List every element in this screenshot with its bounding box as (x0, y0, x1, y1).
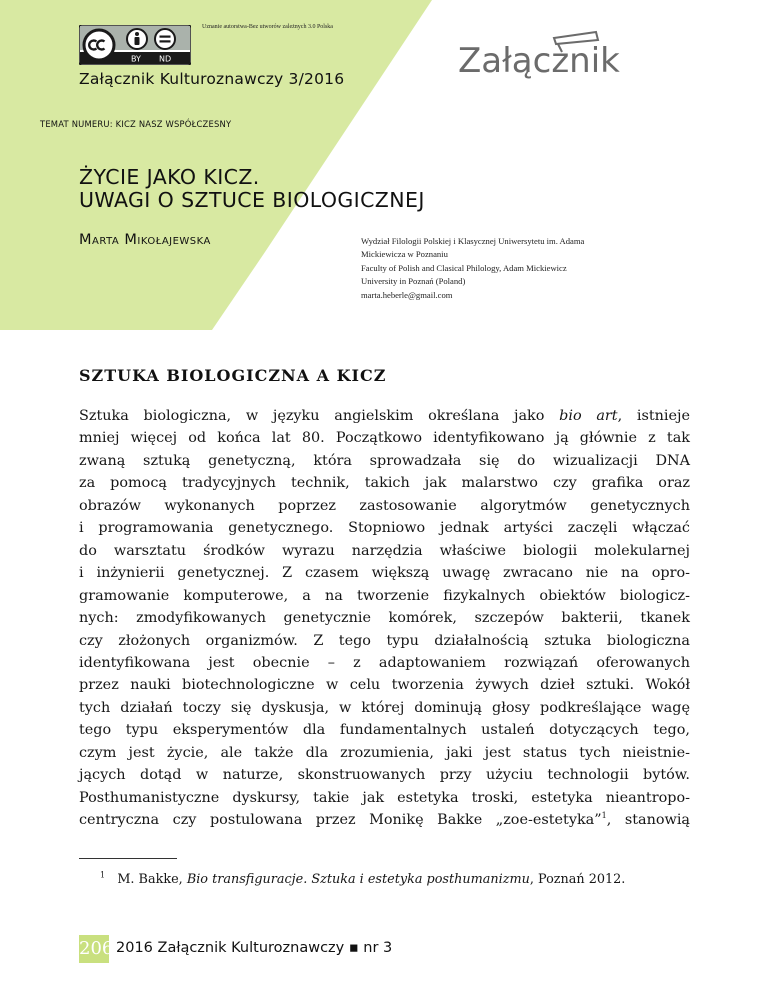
cc-icon (84, 30, 114, 60)
cc-license-badge[interactable] (79, 25, 191, 65)
journal-logo[interactable] (458, 30, 658, 82)
body-line: czy złożonych organizmów. Z tego typu działalnością sztuka biologiczna (79, 632, 690, 649)
body-paragraph (79, 405, 690, 832)
author-affiliation (361, 235, 691, 302)
body-line (79, 809, 690, 831)
body-line: przez nauki biotechnologiczne w celu tworzenia żywych dzieł sztuki. Wokół (79, 677, 690, 694)
body-line: zwaną sztuką genetyczną, która sprowadzała się do wizualizacji DNA (79, 452, 690, 469)
body-text-run: , stanowią (606, 812, 690, 829)
body-line: czym jest życie, ale także dla zrozumienia, jaki jest status tych nieistnie- (79, 744, 690, 761)
page-number: 206 (79, 935, 109, 963)
license-note: Uznanie autorstwa-Bez utworów zależnych 3.0 Polska (202, 24, 333, 30)
body-line: i programowania genetycznego. Stopniowo jednak artyści zaczęli włączać (79, 520, 690, 537)
body-line (79, 405, 690, 427)
body-line: identyfikowana jest obecnie – z adaptowaniem rozwiązań oferowanych (79, 654, 690, 671)
journal-issue: Załącznik Kulturoznawczy 3/2016 (79, 70, 345, 88)
affiliation-line: University in Poznań (Poland) (361, 276, 466, 287)
body-line: mniej więcej od końca lat 80. Początkowo identyfikowano ją głównie z tak (79, 430, 690, 447)
journal-logo-text: Załącznik (458, 41, 620, 81)
body-line: i inżynierii genetycznej. Z czasem większą uwagę zwracano nie na opro- (79, 565, 690, 582)
footnote-text: M. Bakke, (117, 872, 187, 887)
article-title-line: UWAGI O SZTUCE BIOLOGICZNEJ (79, 188, 425, 212)
section-heading: SZTUKA BIOLOGICZNA A KICZ (79, 366, 387, 385)
issue-theme: TEMAT NUMERU: KICZ NASZ WSPÓŁCZESNY (40, 119, 232, 129)
article-title-line: ŻYCIE JAKO KICZ. (79, 165, 260, 189)
nd-icon (155, 29, 175, 49)
affiliation-line: Wydział Filologii Polskiej i Klasycznej Uniwersytetu im. Adama (361, 236, 585, 246)
body-line: nych: zmodyfikowanych genetycznie komórek, szczepów bakterii, tkanek (79, 610, 690, 627)
body-line: gramowanie komputerowe, a na tworzenie fizykalnych obiektów biologicz- (79, 587, 690, 604)
affiliation-line: Mickiewicza w Poznaniu (361, 249, 448, 260)
footnote-number: 1 (100, 870, 106, 880)
author-email[interactable]: marta.heberle@gmail.com (361, 289, 453, 300)
nd-label: ND (159, 54, 172, 64)
body-text-run: Sztuka biologiczna, w języku angielskim określana jako (79, 408, 560, 424)
by-label: BY (131, 54, 141, 64)
body-text-run: , istnieje (617, 408, 690, 424)
body-text-run: centryczna czy postulowana przez Monikę Bakke „zoe-estetyka” (79, 812, 602, 829)
footnote-reference[interactable]: 1 (601, 811, 607, 821)
body-line: tych działań toczy się dyskusja, w której dominują głosy podkreślające wagę (79, 699, 690, 716)
footnote-book-title: Bio transfiguracje. Sztuka i estetyka posthumanizmu (186, 872, 530, 887)
body-line: Posthumanistyczne dyskursy, takie jak estetyka troski, estetyka nieantropo- (79, 789, 690, 806)
article-title (79, 166, 425, 212)
article-author: Marta Mikołajewska (79, 232, 211, 248)
footnote-divider (79, 858, 177, 859)
footnote (100, 872, 625, 887)
body-line: za pomocą tradycyjnych technik, takich jak malarstwo czy grafika oraz (79, 475, 690, 492)
body-line: do warsztatu środków wyrazu narzędzia właściwe biologii molekularnej (79, 542, 690, 559)
italic-term: bio art (559, 408, 618, 424)
footnote-text: , Poznań 2012. (529, 872, 626, 887)
body-line: obrazów wykonanych poprzez zastosowanie algorytmów genetycznych (79, 497, 690, 514)
body-line: jących dotąd w naturze, skonstruowanych przy użyciu technologii bytów. (79, 767, 690, 784)
by-icon (127, 29, 147, 49)
footer-journal-info: 2016 Załącznik Kulturoznawczy ▪ nr 3 (116, 940, 393, 956)
body-line: tego typu eksperymentów dla fundamentalnych ustaleń dotyczących tego, (79, 722, 690, 739)
affiliation-line: Faculty of Polish and Clasical Philology, Adam Mickiewicz (361, 262, 567, 273)
